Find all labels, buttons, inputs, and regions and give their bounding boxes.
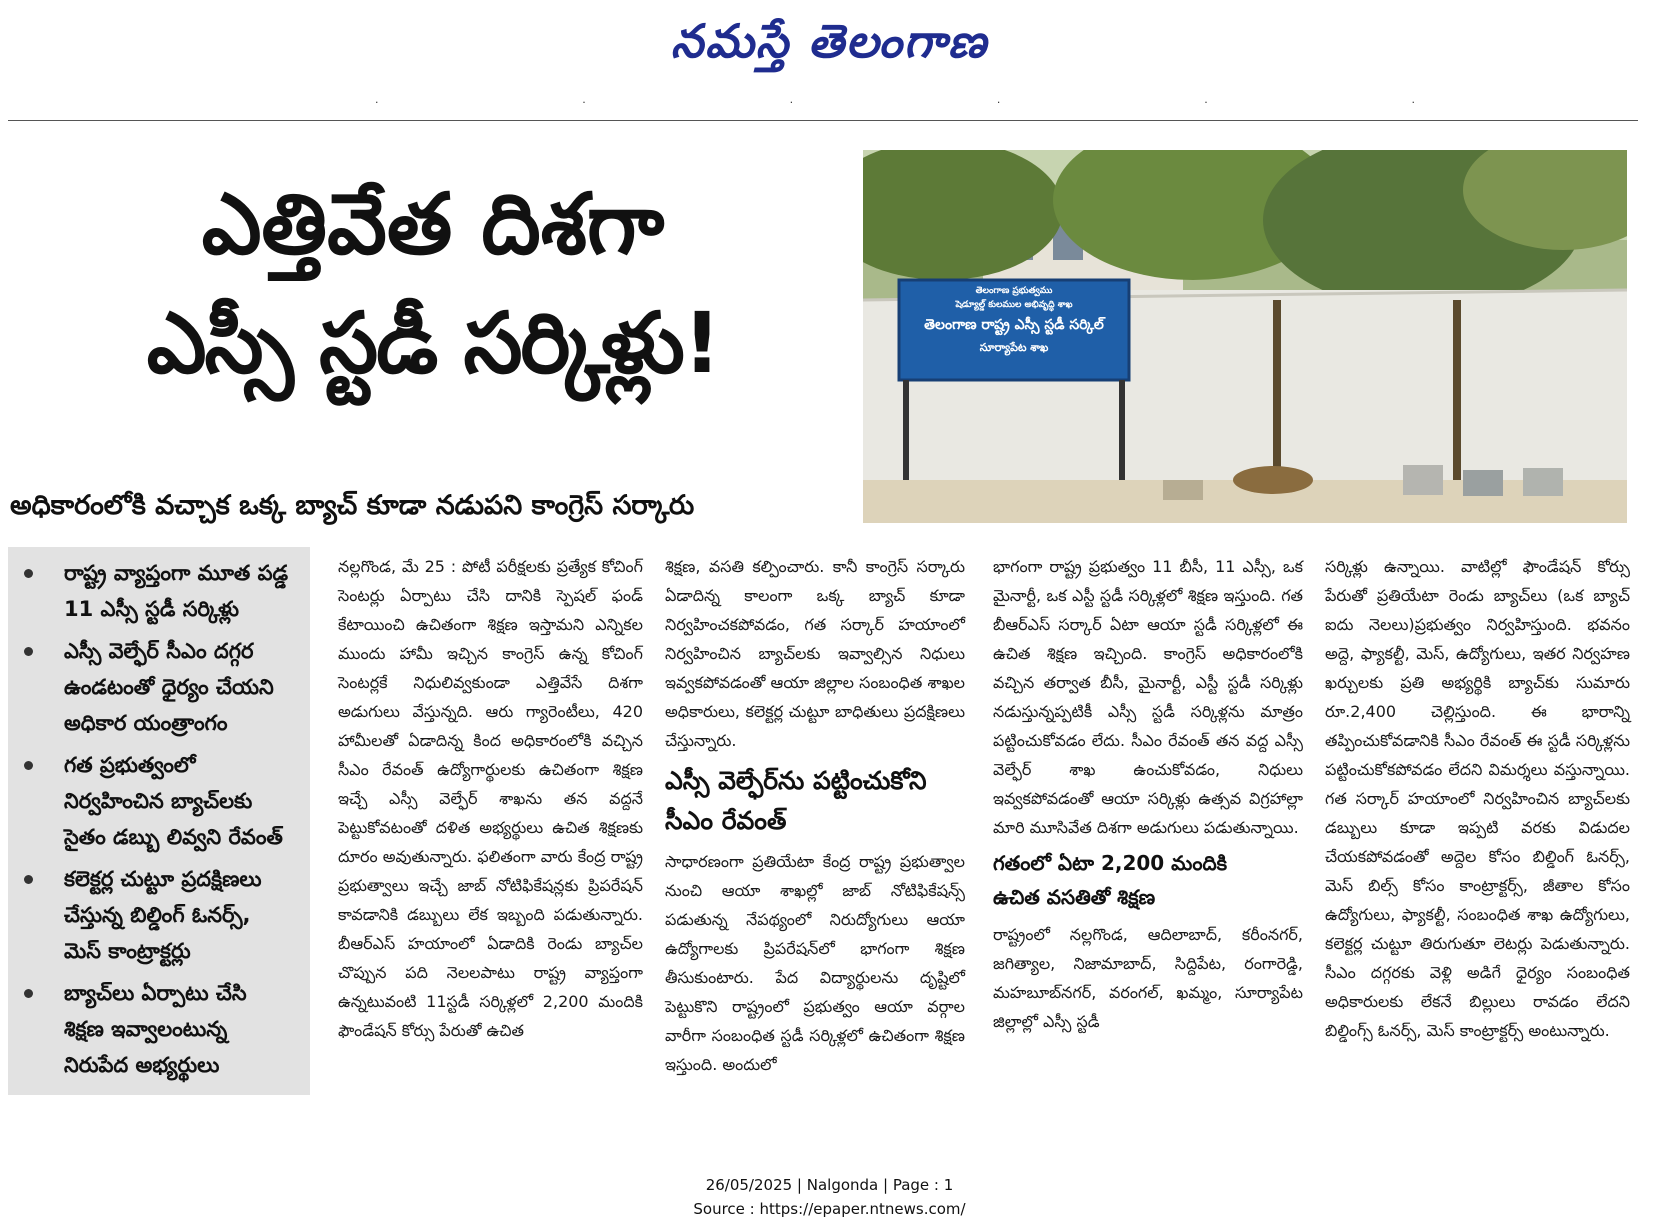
edition-mark: · [789,96,794,109]
signboard-line-3: తెలంగాణ రాష్ట్ర ఎస్సీ స్టడీ సర్కిల్ [924,317,1104,333]
section-heading: ఎస్సీ వెల్ఫేర్‌ను పట్టించుకోని సీఎం రేవంత్ [665,766,927,835]
highlight-line: ఉండటంతో ధైర్యం చేయని [64,675,274,699]
edition-mark: · [1411,96,1415,109]
masthead [0,14,1659,80]
highlight-line: నిరుపేద అభ్యర్థులు [64,1053,220,1077]
edition-mark: · [375,96,379,109]
highlight-item [24,633,304,741]
highlight-line: శిక్షణ ఇవ్వాలంటున్న [64,1017,228,1041]
highlight-line: ఎస్సీ వెల్ఫేర్ సీఎం దగ్గర [64,639,254,663]
section-heading-line: గతంలో ఏటా 2,200 మందికి [993,851,1228,875]
highlight-line: మెస్ కాంట్రాక్టర్లు [64,939,191,963]
headline-line-1: ఎత్తివేత దిశగా [201,175,665,273]
highlight-line: రాష్ట్ర వ్యాప్తంగా మూత పడ్డ [64,561,289,585]
highlight-item [24,747,304,855]
edition-strip [375,96,1415,110]
newspaper-title: నమస్తే తెలంగాణ [670,14,989,68]
highlight-line: కలెక్టర్ల చుట్టూ ప్రదక్షిణలు [64,867,262,891]
bullet-icon [24,875,33,884]
highlight-line: 11 ఎస్సీ స్టడీ సర్కిళ్లు [64,597,240,621]
article-column-2 [665,552,965,1079]
highlight-item [24,555,304,627]
bullet-icon [24,647,33,656]
article-paragraph: సాధారణంగా ప్రతియేటా కేంద్ర రాష్ట్ర ప్రభుత్వాల నుంచి ఆయా శాఖల్లో జాబ్ నోటిఫికేషన్స్ పడుతున్న నేపథ్యంలో నిరుద్యోగులు ఆయా ఉద్యోగాలకు ప్రిపరేషన్‌లో భాగంగా శిక్షణ తీసుకుంటారు. పేద విద్యార్థులను దృష్టిలో పెట్టుకొని రాష్ట్రంలో ప్రభుత్వం ఆయా వర్గాల వారీగా సంబంధిత స్టడీ సర్కిళ్లలో ఉచితంగా శిక్షణ ఇస్తుంది. అందులో [665,852,965,1074]
signboard-line-2: షెడ్యూల్డ్ కులముల అభివృద్ధి శాఖ [955,300,1073,310]
article-paragraph: శిక్షణ, వసతి కల్పించారు. కానీ కాంగ్రెస్ సర్కారు ఏడాదిన్న కాలంగా ఒక్క బ్యాచ్ కూడా నిర్వహించకపోవడం, గత సర్కార్ హయాంలో నిర్వహించిన బ్యాచ్‌లకు ఇవ్వాల్సిన నిధులు ఇవ్వకపోవడంతో ఆయా జిల్లాల సంబంధిత శాఖల అధికారులు, కలెక్టర్ల చుట్టూ బాధితులు ప్రదక్షిణలు చేస్తున్నారు. [665,557,965,750]
article-column-1: నల్లగొండ, మే 25 : పోటీ పరీక్షలకు ప్రత్యేక కోచింగ్ సెంటర్లు ఏర్పాటు చేసి దానికి స్పెషల్ ఫండ్ కేటాయించి ఉచితంగా శిక్షణ ఇస్తామని ఎన్నికల ముందు హామీ ఇచ్చిన కాంగ్రెస్ ఉన్న కోచింగ్ సెంటర్లకే నిధులివ్వకుండా ఎత్తివేసే దిశగా అడుగులు వేస్తున్నది. ఆరు గ్యారెంటీలు, 420 హామీలతో ఏడాదిన్న కింద అధికారంలోకి వచ్చిన సీఎం రేవంత్ ఉద్యోగార్థులకు ఉచితంగా శిక్షణ ఇచ్చే ఎస్సీ వెల్ఫేర్ శాఖను తన వద్దనే పెట్టుకోవటంతో దళిత అభ్యర్థులు ఉచిత శిక్షణకు దూరం అవుతున్నారు. ఫలితంగా వారు కేంద్ర రాష్ట్ర ప్రభుత్వాలు ఇచ్చే జాబ్ నోటిఫికేషన్లకు ప్రిపరేషన్ కావడానికి డబ్బులు లేక ఇబ్బంది పడుతున్నారు. బీఆర్ఎస్ హయాంలో ఏడాదికి రెండు బ్యాచ్‌ల చొప్పున పది నెలలపాటు రాష్ట్ర వ్యాప్తంగా ఉన్నటువంటి 11స్టడీ సర్కిళ్లలో 2,200 మందికి ఫౌండేషన్ కోర్సు పేరుతో ఉచిత [338,557,643,1040]
signboard [903,284,1125,358]
highlights-sidebar [8,547,310,1095]
bullet-icon [24,569,33,578]
highlight-line: అధికార యంత్రాంగం [64,711,228,735]
section-heading [993,846,1303,914]
edition-mark: · [1204,96,1208,109]
signboard-line-4: సూర్యాపేట శాఖ [979,341,1049,354]
article-column-4: సర్కిళ్లు ఉన్నాయి. వాటిల్లో ఫౌండేషన్ కోర్సు పేరుతో ప్రతియేటా రెండు బ్యాచ్‌లు (ఒక బ్యాచ్ ఐదు నెలలు)ప్రభుత్వం నిర్వహిస్తుంది. భవనం అద్దె, ఫ్యాకల్టీ, మెస్, ఉద్యోగులు, ఇతర నిర్వహణ ఖర్చులకు ప్రతి అభ్యర్థికి బ్యాచ్‌కు సుమారు రూ.2,400 చెల్లిస్తుంది. ఈ భారాన్ని తప్పించుకోవడానికి సీఎం రేవంత్ ఈ స్టడీ సర్కిళ్లను పట్టించుకోకపోవడం లేదని విమర్శలు వస్తున్నాయి. గత సర్కార్ హయాంలో నిర్వహించిన బ్యాచ్‌లకు డబ్బులు కూడా ఇప్పటి వరకు విడుదల చేయకపోవడంతో అద్దెల కోసం బిల్డింగ్ ఓనర్స్, మెస్ బిల్స్ కోసం కాంట్రాక్టర్స్, జీతాల కోసం ఉద్యోగులు, ఫ్యాకల్టీ, సంబంధిత శాఖ ఉద్యోగులు, కలెక్టర్ల చుట్టూ తిరుగుతూ లెటర్లు పెడుతున్నారు. సీఎం దగ్గరకు వెళ్లి అడిగే ధైర్యం సంబంధిత అధికారులకు లేకనే బిల్లులు రావడం లేదని బిల్డింగ్స్ ఓనర్స్, మెస్ కాంట్రాక్టర్స్ అంటున్నారు. [1325,557,1630,1040]
article-paragraph: భాగంగా రాష్ట్ర ప్రభుత్వం 11 బీసీ, 11 ఎస్సీ, ఒక మైనార్టీ, ఒక ఎస్టీ స్టడీ సర్కిళ్లలో శిక్షణ ఇస్తుంది. గత బీఆర్ఎస్ సర్కార్ ఏటా ఆయా స్టడీ సర్కిళ్లలో ఈ ఉచిత శిక్షణ ఇచ్చింది. కాంగ్రెస్ అధికారంలోకి వచ్చిన తర్వాత బీసీ, మైనార్టీ, ఎస్టీ స్టడీ సర్కిళ్లు నడుస్తున్నప్పటికీ ఎస్సీ స్టడీ సర్కిళ్లను మాత్రం పట్టించుకోవడం లేదు. సీఎం రేవంత్ తన వద్ద ఎస్సీ వెల్ఫేర్ శాఖ ఉంచుకోవడం, నిధులు ఇవ్వకపోవడంతో ఆయా సర్కిళ్లు ఉత్సవ విగ్రహాల్లా మారి మూసివేత దిశగా అడుగులు పడుతున్నాయి. [993,557,1303,837]
highlight-line: సైతం డబ్బు లివ్వని రేవంత్ [64,825,283,849]
highlight-line: చేస్తున్న బిల్డింగ్ ఓనర్స్, [64,903,251,927]
footer-dateline: 26/05/2025 | Nalgonda | Page : 1 [705,1176,954,1194]
highlight-line: గత ప్రభుత్వంలో [64,753,196,777]
masthead-divider [8,120,1638,121]
news-photo [863,150,1627,523]
article-paragraph: రాష్ట్రంలో నల్లగొండ, ఆదిలాబాద్, కరీంనగర్, జగిత్యాల, నిజామాబాద్, సిద్దిపేట, రంగారెడ్డి, మహబూబ్‌నగర్, వరంగల్, ఖమ్మం, సూర్యాపేట జిల్లాల్లో ఎస్సీ స్టడీ [993,925,1303,1031]
edition-mark: · [996,96,1001,109]
subheadline: అధికారంలోకి వచ్చాక ఒక్క బ్యాచ్ కూడా నడుపని కాంగ్రెస్ సర్కారు [10,490,695,521]
bullet-icon [24,989,33,998]
bullet-icon [24,761,33,770]
section-heading-line: ఉచిత వసతితో శిక్షణ [993,885,1156,909]
highlight-item [24,975,304,1083]
footer-source[interactable]: Source : https://epaper.ntnews.com/ [693,1200,966,1218]
highlight-item [24,861,304,969]
highlight-line: బ్యాచ్‌లు ఏర్పాటు చేసి [64,981,247,1005]
highlight-line: నిర్వహించిన బ్యాచ్‌లకు [64,789,253,813]
headline-line-2: ఎస్సీ స్టడీ సర్కిళ్లు! [146,294,720,392]
edition-mark: · [582,96,586,109]
headline [8,170,858,408]
article-column-3 [993,552,1303,1036]
signboard-line-1: తెలంగాణ ప్రభుత్వము [975,286,1053,296]
